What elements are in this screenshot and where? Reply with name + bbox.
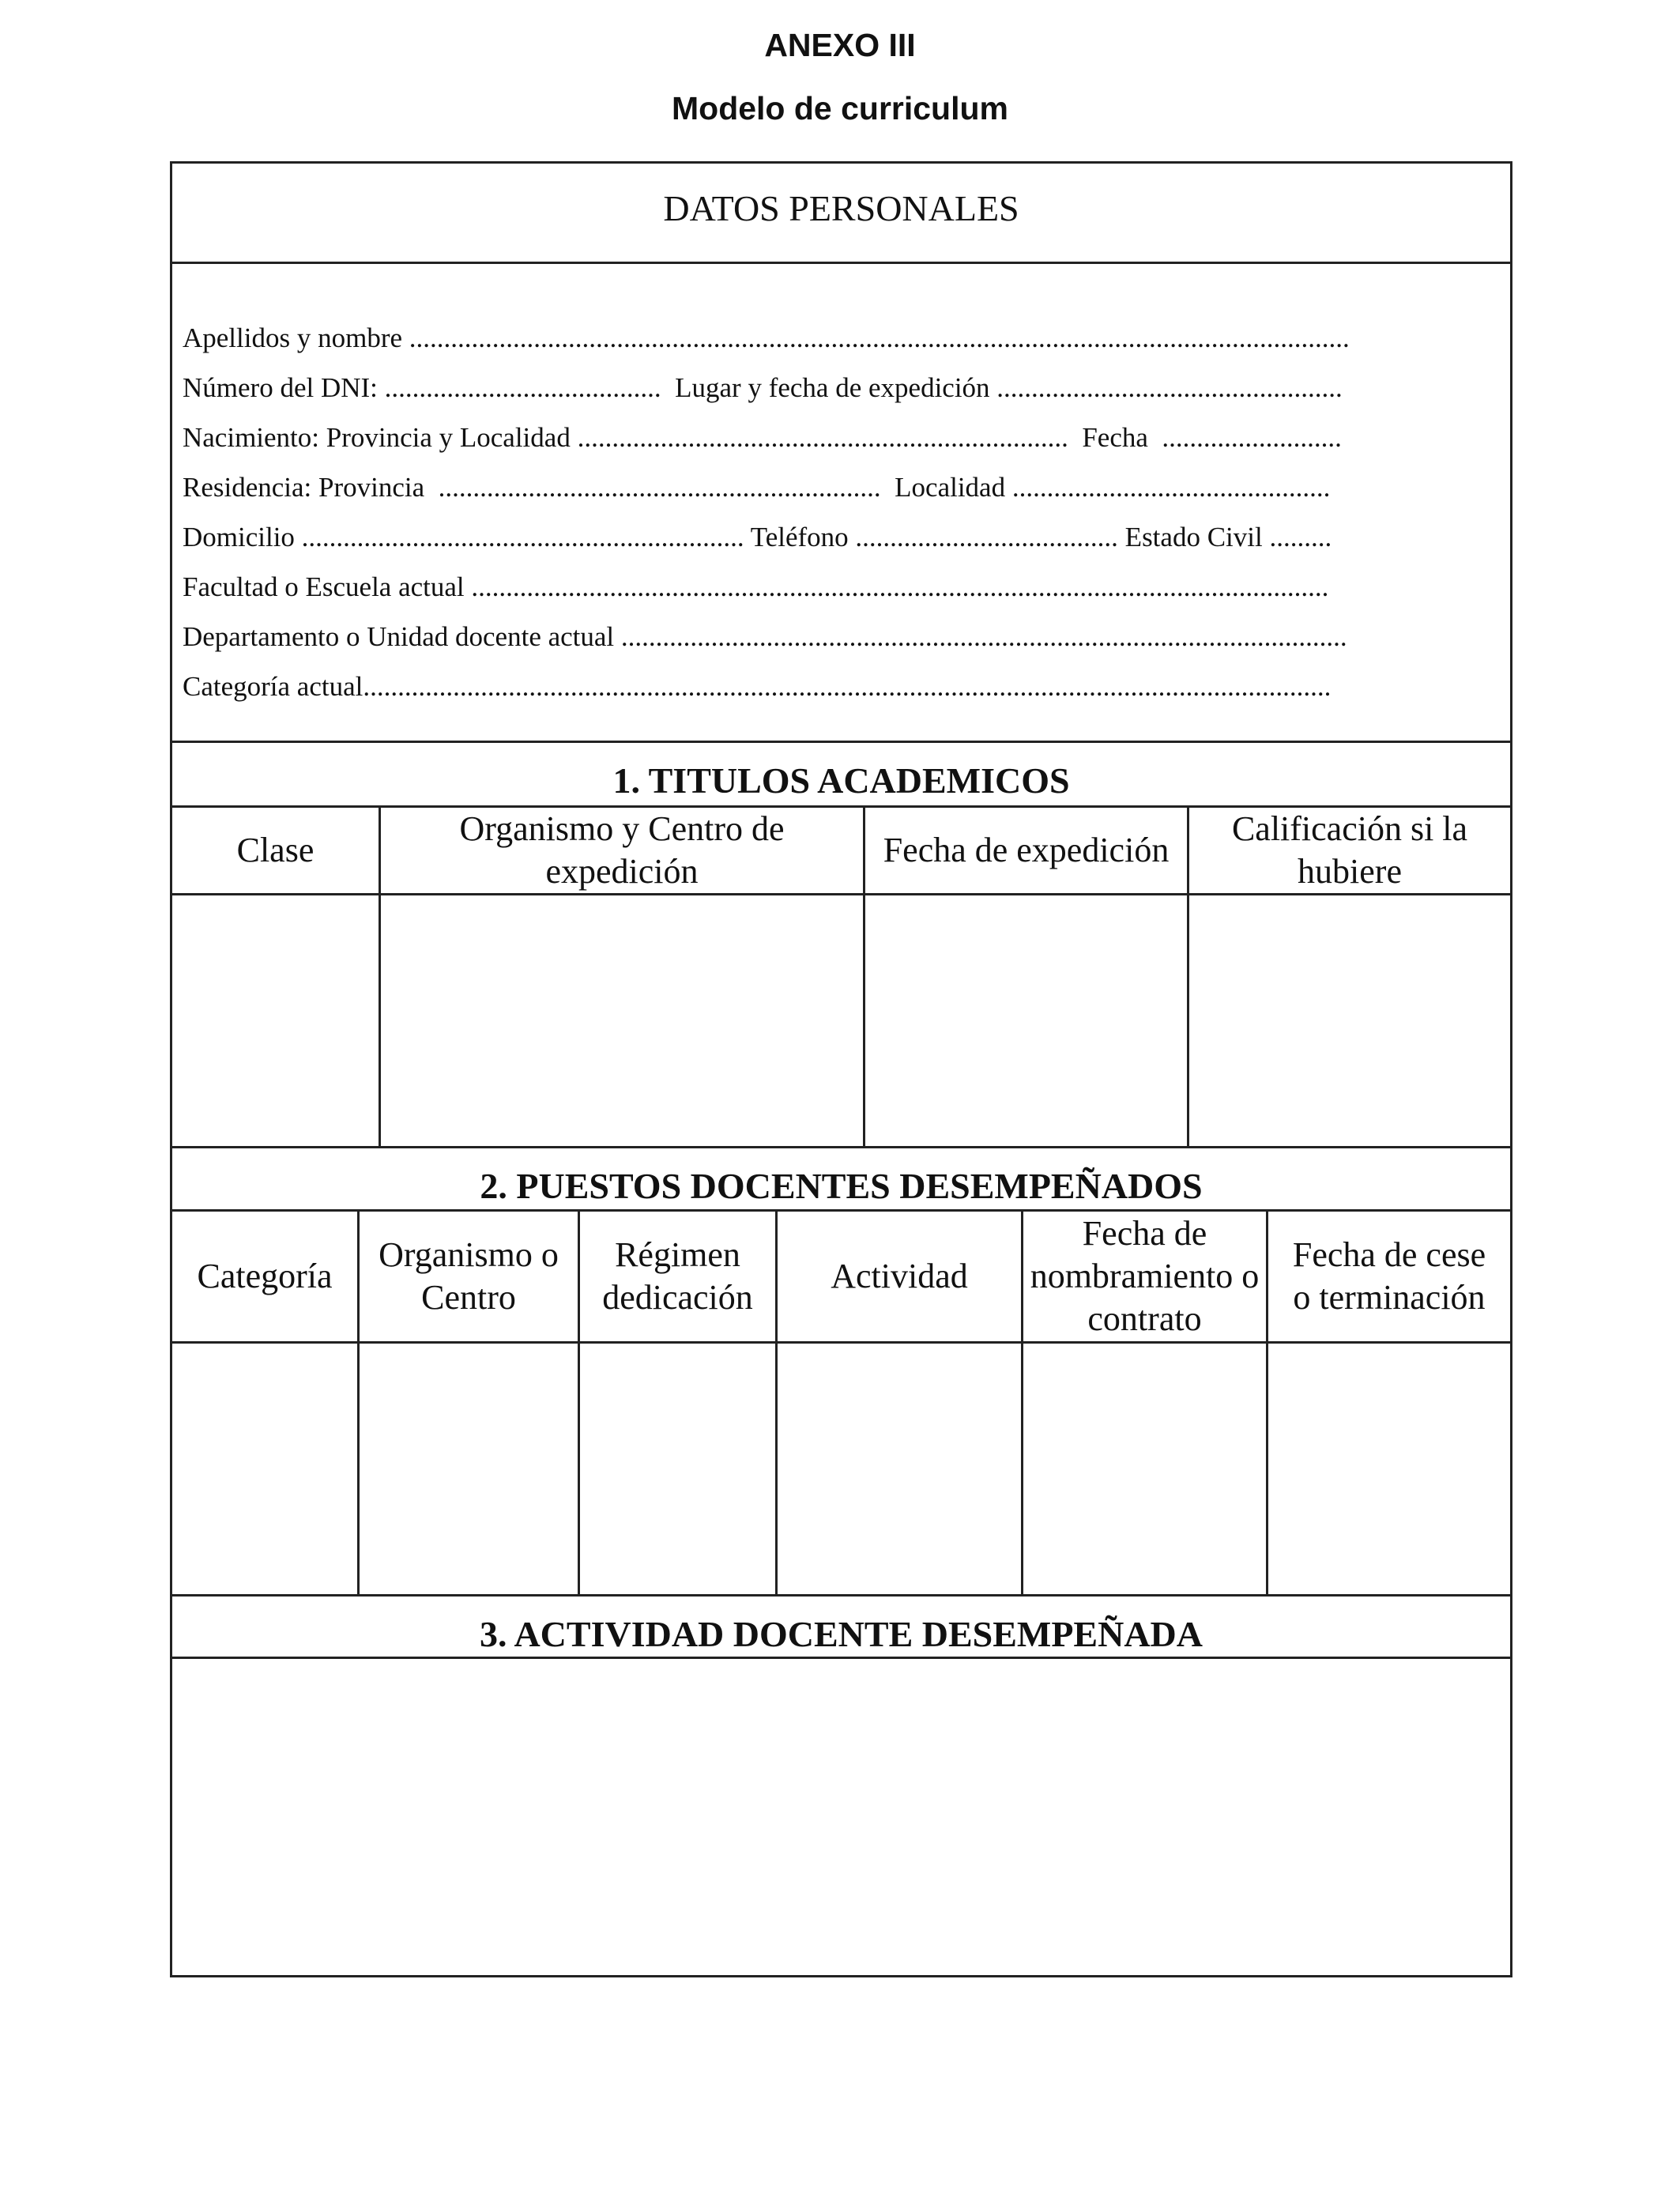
section-titulos-heading: 1. TITULOS ACADEMICOS — [612, 760, 1070, 801]
field-domicilio-telefono-estado[interactable]: Domicilio ................................................................ Teléfono ...................................... Estado Civil ......... — [183, 522, 1332, 552]
field-nacimiento[interactable]: Nacimiento: Provincia y Localidad ....................................................................... Fecha .......................... — [183, 422, 1342, 453]
section-actividad-heading: 3. ACTIVIDAD DOCENTE DESEMPEÑADA — [480, 1614, 1203, 1654]
column-header-fecha-nombramiento: Fecha de nombramiento o contrato — [1030, 1214, 1260, 1338]
divider — [172, 741, 1510, 743]
section-puestos-heading: 2. PUESTOS DOCENTES DESEMPEÑADOS — [480, 1166, 1203, 1206]
column-header-calificacion: Calificación si la hubiere — [1231, 809, 1468, 891]
field-categoria-actual[interactable]: Categoría actual............................................................................................................................................ — [183, 671, 1332, 702]
column-header-regimen-dedicacion: Régimen dedicación — [602, 1235, 753, 1317]
column-header-fecha-expedicion: Fecha de expedición — [883, 831, 1170, 870]
divider — [172, 1146, 1510, 1148]
column-header-categoria: Categoría — [197, 1257, 333, 1296]
column-header-organismo-centro: Organismo y Centro de expedición — [459, 809, 785, 891]
field-apellidos-nombre[interactable]: Apellidos y nombre ........................................................................................................................................ — [183, 322, 1350, 353]
column-header-organismo-o-centro: Organismo o Centro — [379, 1235, 559, 1317]
annex-label: ANEXO III — [764, 27, 916, 63]
document-title: Modelo de curriculum — [672, 90, 1008, 126]
titulos-entry-row[interactable] — [172, 895, 1510, 1146]
puestos-entry-row[interactable] — [172, 1344, 1510, 1594]
divider — [172, 262, 1510, 264]
personal-data-heading: DATOS PERSONALES — [663, 188, 1019, 228]
curriculum-form — [170, 161, 1512, 1977]
actividad-entry-area[interactable] — [172, 1659, 1510, 1975]
field-residencia[interactable]: Residencia: Provincia ................................................................ Localidad .............................................. — [183, 472, 1331, 503]
divider — [172, 1594, 1510, 1596]
field-dni-expedicion[interactable]: Número del DNI: ........................................ Lugar y fecha de expedición .................................................. — [183, 372, 1343, 403]
field-facultad-escuela[interactable]: Facultad o Escuela actual ............................................................................................................................ — [183, 571, 1329, 602]
column-header-fecha-cese: Fecha de cese o terminación — [1292, 1235, 1486, 1317]
field-departamento-unidad[interactable]: Departamento o Unidad docente actual ......................................................................................................... — [183, 621, 1347, 652]
column-header-actividad: Actividad — [831, 1257, 968, 1296]
column-header-clase: Clase — [236, 831, 315, 870]
